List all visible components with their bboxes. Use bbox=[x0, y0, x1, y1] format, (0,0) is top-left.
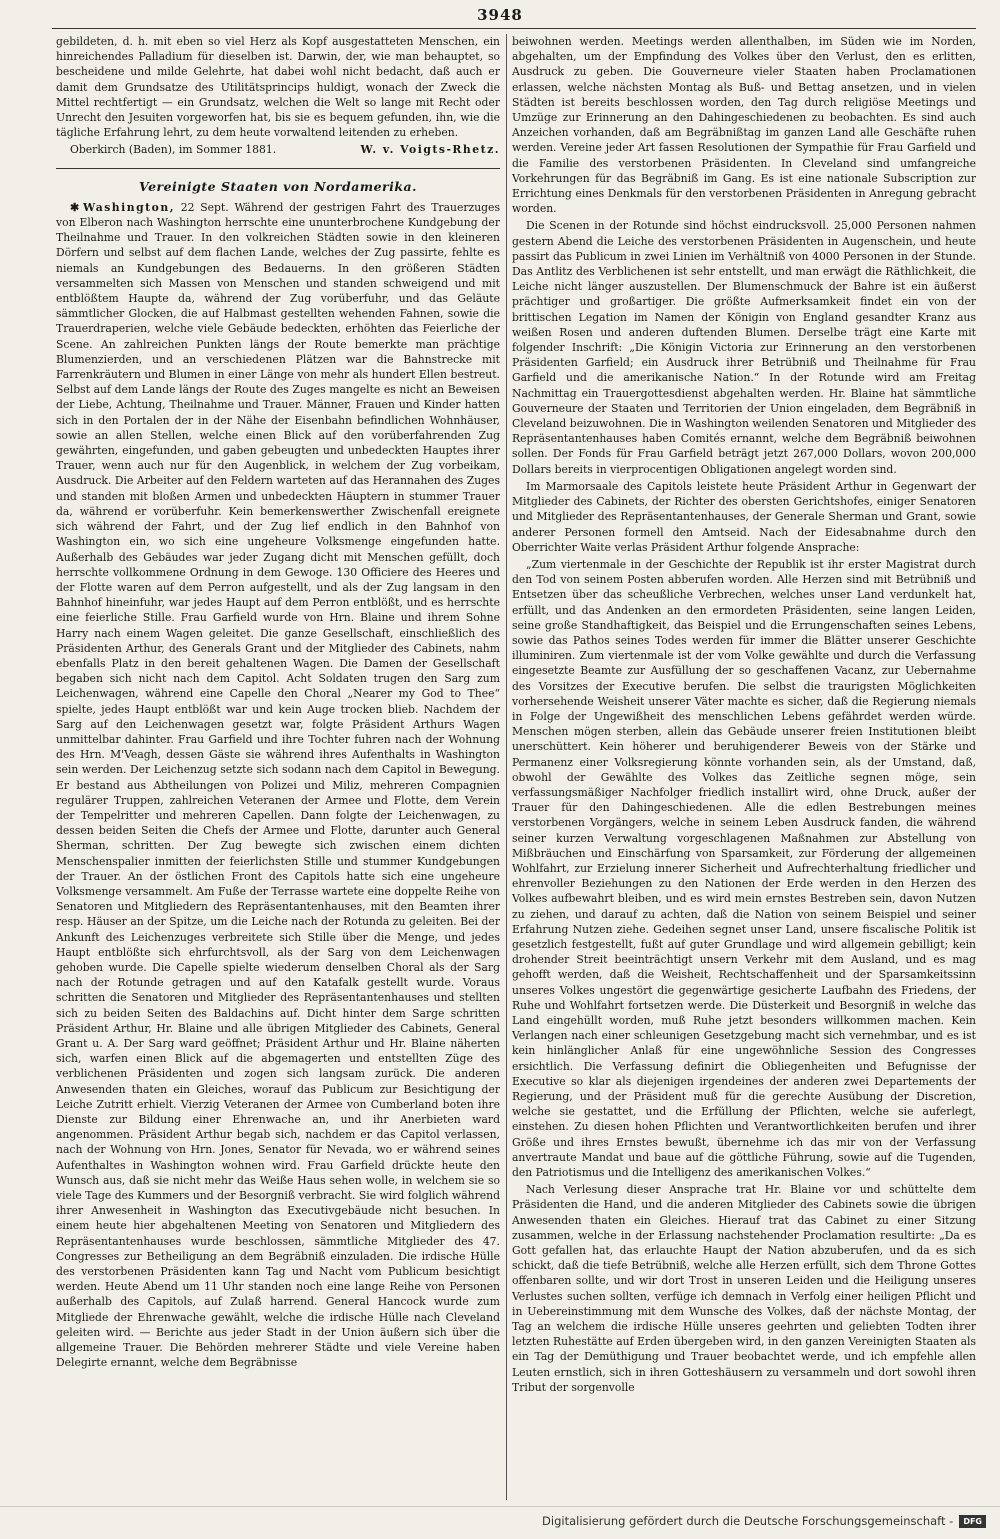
section-divider bbox=[56, 168, 500, 169]
footer-credit: Digitalisierung gefördert durch die Deutsche Forschungsgemeinschaft - bbox=[542, 1514, 954, 1528]
article-paragraph bbox=[56, 200, 500, 1371]
column-divider bbox=[506, 34, 507, 1500]
intro-paragraph: gebildeten, d. h. mit eben so viel Herz als Kopf ausgestatteten Menschen, ein hinreichendes Palladium für dieselben ist. Darwin, der, wie man behauptet, so bescheidene und milde Gelehrte, hat dabei wohl nicht bedacht, daß auch er damit dem Grundsatze des Utilitätsprincips huldigt, wonach der Zweck die Mittel rechtfertigt — ein Grundsatz, welchen die Welt so lange mit Recht oder Unrecht den Jesuiten vorgeworfen hat, bis sie es bequem gefunden, ihn, wie die tägliche Erfahrung lehrt, zu dem heute vorwaltend leitenden zu erheben. bbox=[56, 35, 500, 140]
address-quote: „Zum viertenmale in der Geschichte der Republik ist ihr erster Magistrat durch den Tod von seinem Posten abberufen worden. Alle Herzen sind mit Betrübniß und Entsetzen über das scheußliche Verbrechen, welches unser Land verdunkelt hat, erfüllt, und das Andenken an den ermordeten Präsidenten, seine langen Leiden, seine große Standhaftigkeit, das Beispiel und die Errungenschaften seines Lebens, sowie das Pathos seines Todes werden für immer die Blätter unserer Geschichte illuminiren. Zum viertenmale ist der vom Volke gewählte und durch die Verfassung eingesetzte Beamte zur Ausfüllung der so geschaffenen Vacanz, zur Uebernahme des Vorsitzes der Executive berufen. Die selbst die traurigsten Möglichkeiten vorhersehende Weisheit unserer Väter machte es sicher, daß die Regierung niemals in Folge der Ungewißheit des menschlichen Lebens gefährdet werden würde. Menschen mögen sterben, allein das Gebäude unserer freien Institutionen bleibt unerschüttert. Kein höherer und beruhigenderer Beweis von der Stärke und Permanenz einer Volksregierung könnte vorhanden sein, als der Umstand, daß, obwohl der Gewählte des Volkes das Zeitliche segnen möge, sein verfassungsmäßiger Nachfolger friedlich installirt wird, ohne Druck, außer der Trauer für den Dahingeschiedenen. Alle die edlen Bestrebungen meines verstorbenen Vorgängers, welche in seinem Leben Ausdruck fanden, die während seiner kurzen Verwaltung vorgeschlagenen Maßnahmen zur Abstellung von Mißbräuchen und Einschärfung von Sparsamkeit, zur Förderung der allgemeinen Wohlfahrt, zur Erzielung innerer Sicherheit und Aufrechterhaltung friedlicher und ehrenvoller Beziehungen zu den Nationen der Erde werden in den Herzen des Volkes aufbewahrt bleiben, und es wird mein ernstes Bestreben sein, davon Nutzen zu ziehen, und darauf zu achten, daß die Nation von seinem Beispiel und seiner Erfahrung Nutzen ziehe. Gedeihen segnet unser Land, unsere fiscalische Politik ist gesetzlich festgestellt, fußt auf guter Grundlage und wird allgemein gebilligt; kein drohender Streit beeinträchtigt unsern Verkehr mit dem Ausland, und es mag gehofft werden, daß die Weisheit, Rechtschaffenheit und der Sparsamkeitssinn unseres Volkes ungestört die gegenwärtige gesicherte Laufbahn des Friedens, der Ruhe und Wohlfahrt fortsetzen werde. Die Düsterkeit und Besorgniß in welche das Land eingehüllt worden, muß Ruhe jetzt besonders willkommen machen. Kein Verlangen nach einer schleunigen Gesetzgebung macht sich vernehmbar, und es ist kein hinlänglicher Anlaß für eine ungewöhnliche Session des Congresses ersichtlich. Die Verfassung definirt die Obliegenheiten und Befugnisse der Executive so klar als diejenigen irgendeines der anderen zwei Departements der Regierung, und der Präsident muß für die gerechte Ausübung der Discretion, welche sie gestattet, und die Erfüllung der Pflichten, welche sie auferlegt, einstehen. Zu diesen hohen Pflichten und Verantwortlichkeiten berufen und ihrer Größe und ihres Ernstes bewußt, übernehme ich das mir von der Verfassung anvertraute Mandat und baue auf die göttliche Führung, sowie auf die Tugenden, den Patriotismus und die Intelligenz des amerikanischen Volkes.“ bbox=[512, 557, 976, 1180]
section-heading: Vereinigte Staaten von Nordamerika. bbox=[139, 178, 417, 194]
right-paragraph-4: Nach Verlesung dieser Ansprache trat Hr. Blaine vor und schüttelte dem Präsidenten die Hand, und die anderen Mitglieder des Cabinets sowie die übrigen Anwesenden thaten ein Gleiches. Hierauf trat das Cabinet zu einer Sitzung zusammen, welche in der Erlassung nachstehender Proclamation resultirte: „Da es Gott gefallen hat, das erlauchte Haupt der Nation abzuberufen, und da es sich schickt, daß die tiefe Betrübniß, welche alle Herzen erfüllt, sich dem Throne Gottes offenbaren sollte, und wir dort Trost in unseren Leiden und die Heiligung unseres Verlustes suchen sollten, verfüge ich demnach in Verfolg einer heiligen Pflicht und in Uebereinstimmung mit dem Wunsche des Volkes, daß der nächste Montag, der Tag an welchem die irdische Hülle unseres geehrten und geliebten Todten ihrer letzten Ruhestätte auf Erden übergeben wird, in den ganzen Vereinigten Staaten als ein Tag der Demüthigung und Trauer beobachtet werde, und ich empfehle allen Leuten ernstlich, sich in ihren Gotteshäusern zu versammeln und dort sowohl ihren Tribut der sorgenvolle bbox=[512, 1183, 976, 1394]
footer-rule bbox=[0, 1506, 1000, 1507]
left-column bbox=[56, 34, 500, 1502]
signature-place: Oberkirch (Baden), im Sommer 1881. bbox=[70, 143, 277, 157]
header-rule bbox=[52, 28, 976, 29]
asterisk-icon: ✱ bbox=[70, 200, 80, 214]
article-body: 22 Sept. Während der gestrigen Fahrt des Trauerzuges von Elberon nach Washington herrschte eine ununterbrochene Kundgebung der Theilnahme und Trauer. In den volkreichen Städten sowie in den kleineren Dörfern und selbst auf dem flachen Lande, welches der Zug passirte, fehlte es niemals an Kundgebungen des Bedauerns. In den größeren Städten versammelten sich Massen von Menschen und standen schweigend und mit entblößtem Haupte da, während der Zug vorüberfuhr, und das Geläute sämmtlicher Glocken, die auf Halbmast gestellten wehenden Fahnen, sowie die Trauerdraperien, welche viele Gebäude bedeckten, erhöhten das Feierliche der Scene. An zahlreichen Punkten längs der Route bemerkte man prächtige Blumenzierden, und an verschiedenen Plätzen war die Bahnstrecke mit Farrenkräutern und Blumen in einer Länge von mehr als hundert Ellen bestreut. Selbst auf dem Lande längs der Route des Zuges mangelte es nicht an Beweisen der Liebe, Achtung, Theilnahme und Trauer. Männer, Frauen und Kinder hatten sich in den Portalen der in der Nähe der Eisenbahn befindlichen Wohnhäuser, sowie an allen Stellen, welche einen Blick auf den vorüberfahrenden Zug gewährten, eingefunden, und gaben gebeugten und unbedeckten Hauptes ihrer Trauer, wenn auch nur für den Augenblick, in welchem der Zug vorbeikam, Ausdruck. Die Arbeiter auf den Feldern warteten auf das Herannahen des Zuges und standen mit bloßen Armen und unbedeckten Häuptern in stummer Trauer da, während er vorüberfuhr. Kein bemerkenswerther Zwischenfall ereignete sich während der Fahrt, und der Zug lief endlich in den Bahnhof von Washington ein, wo sich eine ungeheure Volksmenge eingefunden hatte. Außerhalb des Gebäudes war jeder Zugang dicht mit Menschen gefüllt, doch herrschte vollkommene Ordnung in dem Gewoge. 130 Officiere des Heeres und der Flotte waren auf dem Perron aufgestellt, und als der Zug langsam in den Bahnhof hineinfuhr, war jedes Haupt auf dem Perron entblößt, und es herrschte eine feierliche Stille. Frau Garfield wurde von Hrn. Blaine und ihrem Sohne Harry nach einem Wagen geleitet. Die ganze Gesellschaft, einschließlich des Präsidenten Arthur, des Generals Grant und der Mitglieder des Cabinets, nahm ebenfalls Platz in den bereit gehaltenen Wagen. Die Damen der Gesellschaft begaben sich nicht nach dem Capitol. Acht Soldaten trugen den Sarg zum Leichenwagen, während eine Capelle den Choral „Nearer my God to Thee“ spielte, jedes Haupt entblößt war und kein Auge trocken blieb. Nachdem der Sarg auf den Leichenwagen gesetzt war, folgte Präsident Arthurs Wagen unmittelbar dahinter. Frau Garfield und ihre Tochter fuhren nach der Wohnung des Hrn. M'Veagh, dessen Gäste sie während ihres Aufenthalts in Washington sein werden. Der Leichenzug setzte sich sodann nach dem Capitol in Bewegung. Er bestand aus Abtheilungen von Polizei und Miliz, mehreren Compagnien regulärer Truppen, zahlreichen Veteranen der Armee und Flotte, dem Verein der Tempelritter und mehreren Capellen. Dann folgte der Leichenwagen, zu dessen beiden Seiten die Chefs der Armee und Flotte, darunter auch General Sherman, schritten. Der Zug bewegte sich zwischen einem dichten Menschenspalier inmitten der feierlichsten Stille und stummer Kundgebungen der Trauer. An der östlichen Front des Capitols hatte sich eine ungeheure Volksmenge versammelt. Am Fuße der Terrasse wartete eine doppelte Reihe von Senatoren und Mitgliedern des Repräsentantenhauses, mit den Beamten ihrer resp. Häuser an der Spitze, um die Leiche nach der Rotunda zu geleiten. Bei der Ankunft des Leichenzuges verbreitete sich Stille über die Menge, und jedes Haupt entblößte sich ehrfurchtsvoll, als der Sarg von dem Leichenwagen gehoben wurde. Die Capelle spielte wiederum denselben Choral als der Sarg nach der Rotunde getragen und auf den Katafalk gestellt wurde. Voraus schritten die Senatoren und Mitglieder des Repräsentantenhauses und stellten sich zu beiden Seiten des Baldachins auf. Dicht hinter dem Sarge schritten Präsident Arthur, Hr. Blaine und alle übrigen Mitglieder des Cabinets, General Grant u. A. Der Sarg ward geöffnet; Präsident Arthur und Hr. Blaine näherten sich, warfen einen Blick auf die abgemagerten und entstellten Züge des verblichenen Präsidenten und zogen sich langsam zurück. Die anderen Anwesenden thaten ein Gleiches, worauf das Publicum zur Besichtigung der Leiche Zutritt erhielt. Vierzig Veteranen der Armee von Cumberland boten ihre Dienste zur Bildung einer Ehrenwache an, und ihr Anerbieten ward angenommen. Präsident Arthur begab sich, nachdem er das Capitol verlassen, nach der Wohnung von Hrn. Jones, Senator für Nevada, wo er während seines Aufenthaltes in Washington wohnen wird. Frau Garfield drückte heute den Wunsch aus, daß sie nicht mehr das Weiße Haus sehen wolle, in welchem sie so viele Tage des Kummers und der Besorgniß verbracht. Sie wird folglich während ihrer Anwesenheit in Washington das Executivgebäude nicht besuchen. In einem heute hier abgehaltenen Meeting von Senatoren und Mitgliedern des Repräsentantenhauses wurde beschlossen, sämmtliche Mitglieder des 47. Congresses zur Betheiligung an dem Begräbniß einzuladen. Die irdische Hülle des verstorbenen Präsidenten kann Tag und Nacht vom Publicum besichtigt werden. Heute Abend um 11 Uhr standen noch eine lange Reihe von Personen außerhalb des Capitols, auf Zulaß harrend. General Hancock wurde zum Mitgliede der Ehrenwache gewählt, welche die irdische Hülle nach Cleveland geleiten wird. — Berichte aus jeder Stadt in der Union äußern sich über die allgemeine Trauer. Die Behörden mehrerer Städte und viele Vereine haben Delegirte ernannt, welche dem Begräbnisse bbox=[56, 200, 500, 1370]
footer bbox=[542, 1514, 986, 1528]
dfg-logo: DFG bbox=[959, 1515, 986, 1528]
right-paragraph-1: beiwohnen werden. Meetings werden allenthalben, im Süden wie im Norden, abgehalten, um der Empfindung des Volkes über den Verlust, den es erlitten, Ausdruck zu geben. Die Gouverneure vieler Staaten haben Proclamationen erlassen, welche nächsten Montag als Buß- und Bettag ansetzen, und in vielen Städten ist bereits beschlossen worden, den Tag durch religiöse Meetings und Umzüge zur Erinnerung an den Dahingeschiedenen zu beobachten. Es sind auch Anzeichen vorhanden, daß am Begräbnißtag im ganzen Land alle Geschäfte ruhen werden. Vereine jeder Art fassen Resolutionen der Sympathie für Frau Garfield und die Familie des verstorbenen Präsidenten. In Cleveland sind umfangreiche Vorkehrungen für das Begräbniß im Gang. Es ist eine nationale Subscription zur Errichtung eines Denkmals für den verstorbenen Präsidenten in Anregung gebracht worden. bbox=[512, 35, 976, 216]
signature-line bbox=[70, 142, 500, 157]
page-number: 3948 bbox=[477, 6, 523, 24]
signature-author: W. v. Voigts-Rhetz. bbox=[360, 143, 500, 157]
right-paragraph-2: Die Scenen in der Rotunde sind höchst eindrucksvoll. 25,000 Personen nahmen gestern Abend die Leiche des verstorbenen Präsidenten in Augenschein, und heute passirt das Publicum in zwei Linien im Verhältniß von 4000 Personen in der Stunde. Das Antlitz des Verblichenen ist sehr entstellt, und man erwägt die Räthlichkeit, die Leiche nicht länger auszustellen. Der Blumenschmuck der Bahre ist ein äußerst prächtiger und großartiger. Die größte Aufmerksamkeit findet ein von der brittischen Legation im Namen der Königin von England gesandter Kranz aus weißen Rosen und anderen duftenden Blumen. Derselbe trägt eine Karte mit folgender Inschrift: „Die Königin Victoria zur Erinnerung an den verstorbenen Präsidenten Garfield; ein Ausdruck ihrer Betrübniß und Theilnahme für Frau Garfield und die amerikanische Nation.“ In der Rotunde wird am Freitag Nachmittag ein Trauergottesdienst abgehalten werden. Hr. Blaine hat sämmtliche Gouverneure der Staaten und Territorien der Union eingeladen, dem Begräbniß in Cleveland beizuwohnen. Die in Washington weilenden Senatoren und Mitglieder des Repräsentantenhauses haben Comités ernannt, welche dem Begräbniß beiwohnen sollen. Der Fonds für Frau Garfield beträgt jetzt 267,000 Dollars, wovon 200,000 Dollars bereits in vierprocentigen Obligationen angelegt worden sind. bbox=[512, 219, 976, 476]
right-paragraph-3: Im Marmorsaale des Capitols leistete heute Präsident Arthur in Gegenwart der Mitglieder des Cabinets, der Richter des obersten Gerichtshofes, einiger Senatoren und Mitglieder des Repräsentantenhauses, der Generale Sherman und Grant, sowie anderer Personen formell den Amtseid. Nach der Eidesabnahme durch den Oberrichter Waite verlas Präsident Arthur folgende Ansprache: bbox=[512, 479, 976, 554]
right-column bbox=[512, 34, 976, 1502]
dateline-city: Washington, bbox=[83, 200, 175, 214]
